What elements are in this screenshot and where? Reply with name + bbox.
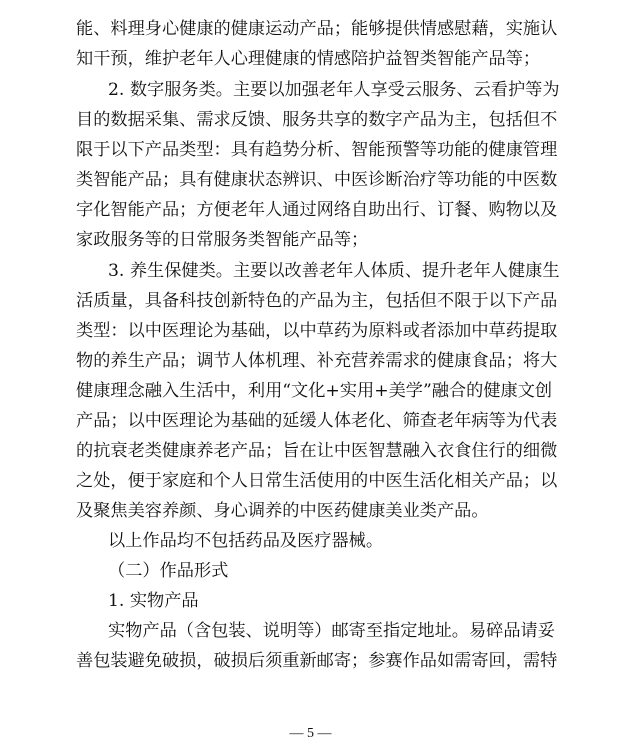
section-heading-work-form: （二）作品形式 — [108, 561, 229, 581]
body-text-line: 实物产品（含包装、说明等）邮寄至指定地址。易碎品请妥 — [108, 621, 555, 641]
body-text-line: 知干预，维护老年人心理健康的情感陪护益智类智能产品等； — [76, 49, 541, 69]
body-text-line: 目的数据采集、需求反馈、服务共享的数字产品为主，包括但不 — [76, 110, 558, 130]
body-text-line: 活质量，具备科技创新特色的产品为主，包括但不限于以下产品 — [76, 291, 558, 311]
subsection-heading-physical-product: 1. 实物产品 — [108, 591, 199, 611]
body-text-line: 家政服务等的日常服务类智能产品等； — [76, 230, 369, 250]
body-text-line: 物的养生产品；调节人体机理、补充营养需求的健康食品；将大 — [76, 351, 558, 371]
body-text-line: 类智能产品；具有健康状态辨识、中医诊断治疗等功能的中医数 — [76, 170, 558, 190]
section-heading-health-care: 3. 养生保健类。主要以改善老年人体质、提升老年人健康生 — [108, 261, 560, 281]
page-number: — 5 — — [289, 726, 332, 741]
body-text-line: 类型：以中医理论为基础，以中草药为原料或者添加中草药提取 — [76, 321, 558, 341]
body-text-line: 产品；以中医理论为基础的延缓人体老化、筛查老年病等为代表 — [76, 411, 558, 431]
body-text-line: 善包装避免破损，破损后须重新邮寄；参赛作品如需寄回，需特 — [76, 651, 558, 671]
body-text-line: 及聚焦美容养颜、身心调养的中医药健康美业类产品。 — [76, 501, 489, 521]
body-text-line: 的抗衰老类健康养老产品；旨在让中医智慧融入衣食住行的细微 — [76, 441, 558, 461]
body-text-line: 字化智能产品；方便老年人通过网络自助出行、订餐、购物以及 — [76, 200, 558, 220]
body-text-line: 之处，便于家庭和个人日常生活使用的中医生活化相关产品；以 — [76, 471, 558, 491]
exclusion-note: 以上作品均不包括药品及医疗器械。 — [108, 531, 384, 551]
body-text-line: 限于以下产品类型：具有趋势分析、智能预警等功能的健康管理 — [76, 140, 558, 160]
section-heading-digital-services: 2. 数字服务类。主要以加强老年人享受云服务、云看护等为 — [108, 80, 560, 100]
body-text-line: 能、料理身心健康的健康运动产品；能够提供情感慰藉，实施认 — [76, 19, 558, 39]
body-text-line: 健康理念融入生活中，利用“文化+实用+美学”融合的健康文创 — [76, 381, 553, 401]
